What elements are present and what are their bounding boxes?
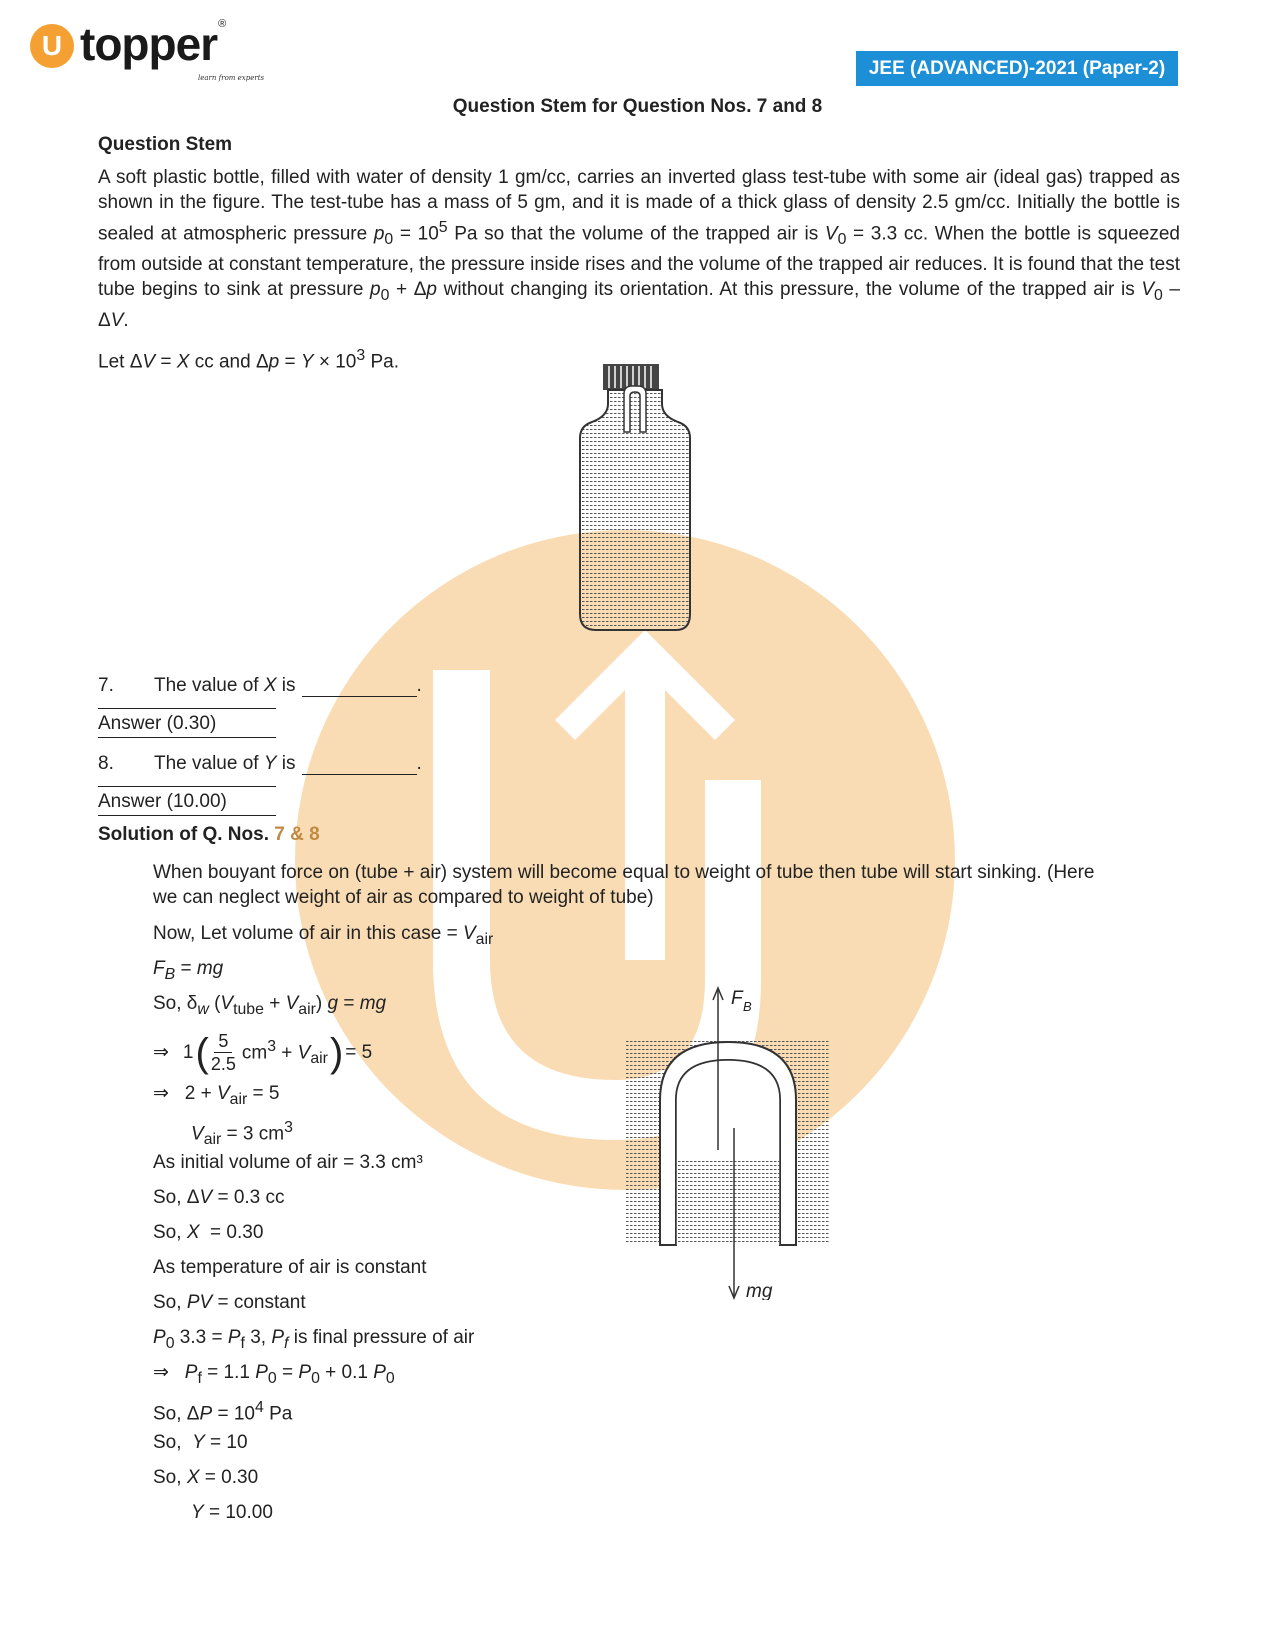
solution-step: Y = 10.00 bbox=[191, 1502, 273, 1523]
solution-step: So, X = 0.30 bbox=[153, 1222, 264, 1243]
logo-tagline: learn from experts bbox=[198, 74, 265, 82]
question-8: 8. The value of Y is . bbox=[98, 753, 422, 774]
solution-heading: Solution of Q. Nos. 7 & 8 bbox=[98, 824, 320, 845]
weight-label: mg bbox=[746, 1281, 773, 1300]
solution-step: Now, Let volume of air in this case = $V_{air}$ bbox=[153, 923, 494, 948]
solution-step: So, ΔV = 0.3 cc bbox=[153, 1187, 285, 1208]
answer-blank[interactable] bbox=[302, 757, 417, 775]
solution-step: So, $\delta_w$ $(V_{tube} + V_{air}) g$ = mg bbox=[153, 993, 387, 1018]
question-number: 7. bbox=[98, 675, 114, 696]
solution-step: So, Y = 10 bbox=[153, 1432, 248, 1453]
question-7: 7. The value of X is . bbox=[98, 675, 422, 696]
answer-blank[interactable] bbox=[302, 679, 417, 697]
buoyant-force-label: F bbox=[731, 988, 743, 1009]
solution-step: ⇒ $2 + V_{air} = 5$ bbox=[153, 1083, 280, 1108]
logo-mark-icon: U bbox=[30, 24, 74, 68]
solution-step: So, X = 0.30 bbox=[153, 1467, 259, 1488]
page-title: Question Stem for Question Nos. 7 and 8 bbox=[452, 96, 823, 117]
answer-8: Answer (10.00) bbox=[98, 786, 276, 816]
solution-step: $V_{air} = 3$ $cm^3$ bbox=[191, 1119, 293, 1149]
solution-step: $F_B$ = mg bbox=[153, 958, 224, 983]
solution-step: So, $\Delta P = 10^4$ Pa bbox=[153, 1399, 293, 1425]
question-stem bbox=[98, 132, 1180, 374]
let-line: Let ΔV = X cc and $\Delta p = Y \times 10^3$ Pa. bbox=[98, 346, 399, 373]
stem-heading: Question Stem bbox=[98, 134, 233, 155]
topper-logo[interactable] bbox=[30, 18, 265, 82]
solution-step: As temperature of air is constant bbox=[153, 1257, 427, 1278]
exam-badge: JEE (ADVANCED)-2021 (Paper-2) bbox=[856, 51, 1178, 86]
solution-step: So, PV = constant bbox=[153, 1292, 306, 1313]
test-tube-diagram bbox=[618, 980, 838, 1300]
buoyant-force-subscript: B bbox=[743, 999, 752, 1014]
solution-step: ⇒ $P_f = 1.1$ $P_0 = P_0 + 0.1$ $P_0$ bbox=[153, 1362, 395, 1387]
solution-step: ⇒ 1 ( 5 2.5 $cm^3 + V_{air}$ ) = 5 bbox=[153, 1030, 373, 1075]
solution-intro: When bouyant force on (tube + air) system will become equal to weight of tube then tube will start sinking. (Here we can neglect weight of air as compared to weight of tube) bbox=[153, 862, 1095, 908]
stem-paragraph: A soft plastic bottle, filled with water of density 1 gm/cc, carries an inverted glass test-tube with some air (ideal gas) trapped as shown in the figure. The test-tube has a mass of 5 gm, and it is made of a thick glass of density 2.5 gm/cc. Initially the bottle is sealed at atmospheric pressure $p_0 = 10^5$ Pa so that the volume of the trapped air is $V_0 = 3.3$ cc. When the bottle is squeezed from outside at constant temperature, the pressure inside rises and the volume of the trapped air reduces. It is found that the test tube begins to sink at pressure $p_0 + \Delta p$ without changing its orientation. At this pressure, the volume of the trapped air is $V_0$ – ΔV. bbox=[98, 167, 1180, 331]
solution-step: $P_0$ $3.3 = P_f$ 3, $P_f$ is final pressure of air bbox=[153, 1327, 475, 1352]
answer-7: Answer (0.30) bbox=[98, 708, 276, 738]
solution-step: As initial volume of air = 3.3 cm³ bbox=[153, 1152, 423, 1173]
logo-registered: ® bbox=[218, 18, 227, 30]
logo-name: topper bbox=[80, 18, 218, 70]
bottle-figure bbox=[578, 364, 693, 634]
question-number: 8. bbox=[98, 753, 114, 774]
